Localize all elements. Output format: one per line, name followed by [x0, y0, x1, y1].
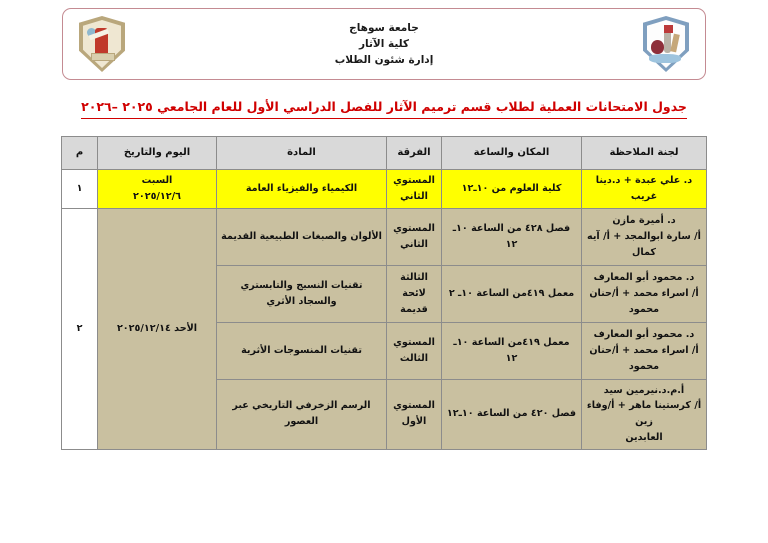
cell-place-time: معمل ٤١٩من الساعة ١٠ـ ٢ — [442, 265, 582, 322]
cell-grade — [387, 265, 442, 322]
cell-committee-line2: أ/ اسراء محمد + أ/حنان محمود — [589, 344, 699, 372]
cell-committee: د. علي عبدة + د.دينا غريب — [582, 170, 707, 209]
cell-committee-line2: أ/ اسراء محمد + أ/حنان محمود — [589, 287, 699, 315]
title-container — [0, 96, 768, 119]
cell-grade-line1: المستوي — [393, 222, 435, 234]
letterhead-line-department: إدارة شئون الطلاب — [334, 54, 434, 67]
cell-grade-line1: المستوي — [393, 336, 435, 348]
column-header-place-time: المكان والساعة — [442, 137, 582, 170]
cell-committee-line1: د. محمود أبو المعارف — [593, 328, 695, 340]
exam-schedule-table — [61, 136, 707, 450]
cell-date: ٢٠٢٥/١٢/٦ — [133, 190, 181, 202]
faculty-of-archaeology-emblem-icon — [643, 16, 689, 72]
cell-grade-line2: الثالث — [399, 352, 429, 364]
cell-subject: الكيمياء والفيزياء العامة — [217, 170, 387, 209]
letterhead-line-faculty: كلية الآثار — [358, 37, 410, 50]
cell-subject-line1: الرسم الزخرفي التاريخي عبر — [232, 400, 371, 412]
letterhead-line-university: جامعة سوهاج — [349, 21, 419, 34]
cell-day-date — [98, 170, 217, 209]
emblem-red-banner — [664, 25, 673, 33]
cell-row-number: ٢ — [62, 208, 98, 449]
cell-day-date — [98, 208, 217, 449]
cell-day: السبت — [141, 175, 173, 186]
cell-grade-line2: الثاني — [400, 190, 428, 202]
cell-grade — [387, 322, 442, 379]
cell-day: الأحد — [174, 322, 198, 334]
emblem-base-shape — [91, 53, 115, 61]
cell-place-time: فصل ٤٢٠ من الساعة ١٠ـ١٢ — [442, 379, 582, 449]
cell-place-time: كلية العلوم من ١٠ـ١٢ — [442, 170, 582, 209]
cell-committee — [582, 208, 707, 265]
cell-grade — [387, 208, 442, 265]
emblem-water-shape — [649, 54, 681, 63]
table-header-row — [62, 137, 707, 170]
cell-committee-line1: أ.م.د.نيرمين سيد — [603, 384, 685, 396]
cell-row-number: ١ — [62, 170, 98, 209]
table-row — [62, 208, 707, 265]
cell-committee — [582, 322, 707, 379]
sohag-university-emblem-icon — [79, 16, 125, 72]
cell-committee-line2: أ/ كرستينا ماهر + أ/وفاء زين — [586, 400, 702, 428]
cell-subject — [217, 265, 387, 322]
cell-grade — [387, 170, 442, 209]
cell-subject: الألوان والصبغات الطبيعية القديمة — [217, 208, 387, 265]
cell-place-time: فصل ٤٢٨ من الساعة ١٠ـ ١٢ — [442, 208, 582, 265]
cell-subject-line1: تقنيات النسيج والتابستري — [240, 279, 363, 291]
cell-committee — [582, 379, 707, 449]
cell-subject: تقنيات المنسوجات الأثرية — [217, 322, 387, 379]
cell-grade-line2: الثاني — [400, 238, 428, 250]
column-header-subject: المادة — [217, 137, 387, 170]
schedule-table-container — [62, 136, 707, 450]
cell-committee — [582, 265, 707, 322]
column-header-committee: لجنة الملاحظة — [582, 137, 707, 170]
column-header-day-date: اليوم والتاريخ — [98, 137, 217, 170]
cell-committee-line1: د. محمود أبو المعارف — [593, 271, 695, 283]
cell-subject-line2: العصور — [284, 416, 319, 428]
column-header-no: م — [62, 137, 98, 170]
cell-grade-line1: الثالثة — [400, 271, 428, 283]
letterhead-box — [62, 8, 706, 80]
table-row — [62, 170, 707, 209]
column-header-grade: الفرقة — [387, 137, 442, 170]
cell-subject — [217, 379, 387, 449]
cell-grade-line2: لائحة قديمة — [400, 287, 428, 315]
cell-grade-line2: الأول — [401, 416, 427, 428]
cell-committee-line3: العابدين — [625, 432, 663, 444]
cell-committee-line1: د. أميرة مازن — [612, 214, 676, 226]
cell-date: ٢٠٢٥/١٢/١٤ — [116, 322, 171, 334]
cell-grade-line1: المستوي — [393, 175, 435, 186]
cell-place-time: معمل ٤١٩من الساعة ١٠ـ ١٢ — [442, 322, 582, 379]
letterhead-text — [125, 20, 643, 69]
emblem-pottery-jar — [651, 40, 664, 54]
cell-subject-line2: والسجاد الأثري — [266, 295, 337, 307]
page-title: جدول الامتحانات العملية لطلاب قسم ترميم الآثار للفصل الدراسي الأول للعام الجامعي ٢٠٢٥ –٢٠٢٦ — [81, 98, 687, 119]
cell-committee-line2: أ/ سارة ابوالمجد + أ/ آيه كمال — [587, 230, 701, 258]
cell-grade-line1: المستوي — [393, 400, 435, 412]
cell-grade — [387, 379, 442, 449]
